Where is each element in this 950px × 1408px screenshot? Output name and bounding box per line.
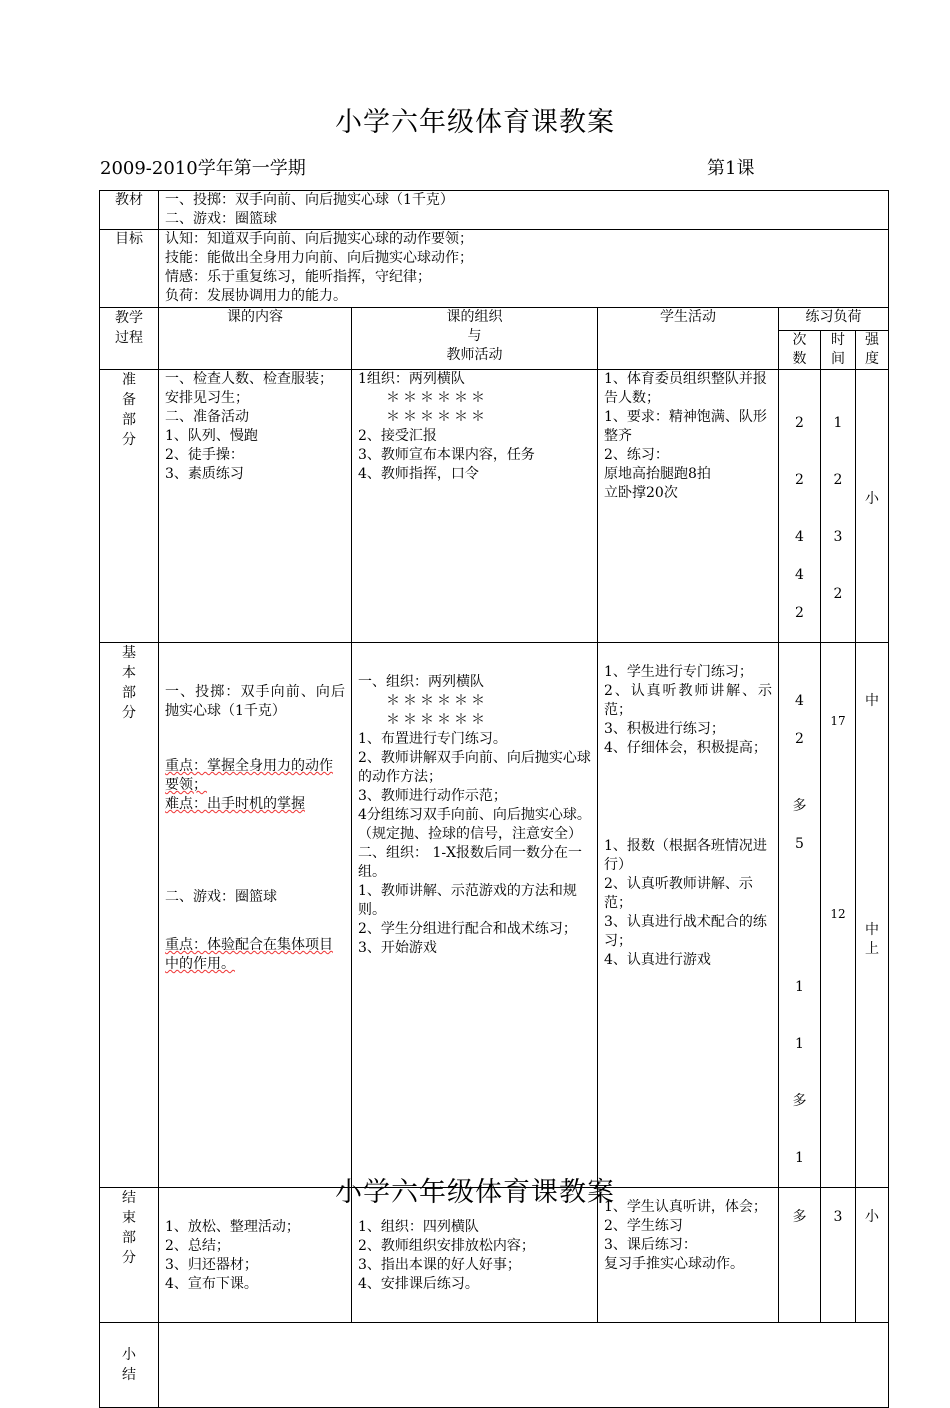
formation-stars: ＊＊＊＊＊＊ [386,693,488,709]
material-line: 二、游戏：圈篮球 [165,211,277,227]
term-label: 2009-2010学年第一学期 [100,158,306,179]
header-student: 学生活动 [598,308,779,370]
page-title: 小学六年级体育课教案 [335,107,615,138]
prep-intensity: 小 [856,370,889,643]
basic-student-game: 1、报数（根据各班情况进行） 2、认真听教师讲解、示范； 3、认真进行战术配合的练习； 4、认真进行游戏 [604,838,767,968]
lesson-plan-table [99,190,889,1408]
material-label: 教材 [100,191,159,230]
basic-intensity: 中 中上 [856,643,889,1188]
header-row [100,308,889,331]
basic-focus: 重点：掌握全身用力的动作要领； [165,758,333,793]
formation-stars: ＊＊＊＊＊＊ [386,712,488,728]
basic-org-formation: 一、组织：两列横队 [358,674,484,690]
goal-line: 情感：乐于重复练习，能听指挥，守纪律； [165,269,431,285]
basic-times: 4 2 多 5 1 1 多 1 [779,643,821,1188]
formation-stars: ＊＊＊＊＊＊ [386,409,488,425]
goal-line: 技能：能做出全身用力向前、向后抛实心球动作； [165,250,473,266]
prep-label: 准备部分 [100,370,159,643]
basic-content-game: 二、游戏：圈篮球 [165,889,277,905]
end-intensity: 小 [856,1188,889,1323]
goal-line: 负荷：发展协调用力的能力。 [165,288,347,304]
basic-focus-game: 重点：体验配合在集体项目中的作用。 [165,937,333,972]
header-process: 教学过程 [100,308,159,370]
goal-line: 认知：知道双手向前、向后抛实心球的动作要领； [165,231,473,247]
header-organization [352,308,598,370]
end-content: 1、放松、整理活动； 2、总结； 3、归还器材； 4、宣布下课。 [159,1188,352,1323]
basic-organization [352,643,598,1188]
end-label: 结束部分 [100,1188,159,1323]
summary-content [159,1323,889,1408]
goal-content [159,230,889,308]
goal-row [100,230,889,308]
basic-org-steps: 1、布置进行专门练习。 2、教师讲解双手向前、向后抛实心球的动作方法； 3、教师进行动作示范； 4分组练习双手向前、向后抛实心球。（规定抛、捡球的信号，注意安全） 二、组织： 1-X报数后同一数分在一组。 1、教师讲解、示范游戏的方法和规则。 2、学生分组进行配合和战术练习； 3、开始游戏 [358,731,591,956]
basic-content-throw: 一、投掷：双手向前、向后抛实心球（1千克） [165,684,345,719]
prep-times: 2 2 4 4 2 [779,370,821,643]
material-line: 一、投掷：双手向前、向后抛实心球（1千克） [165,192,454,208]
basic-row [100,643,889,1188]
lesson-number: 第1课 [707,158,755,179]
formation-stars: ＊＊＊＊＊＊ [386,390,488,406]
basic-content [159,643,352,1188]
header-org-line: 教师活动 [446,347,503,363]
basic-label: 基本部分 [100,643,159,1188]
header-times: 次数 [779,331,821,370]
end-times: 多 [779,1188,821,1323]
prep-content: 一、检查人数、检查服装；安排见习生； 二、准备活动 1、队列、慢跑 2、徒手操： 3、素质练习 [159,370,352,643]
prep-student: 1、体育委员组织整队并报告人数； 1、要求：精神饱满、队形整齐 2、练习： 原地高抬腿跑8拍 立卧撑20次 [598,370,779,643]
basic-student [598,643,779,1188]
material-row [100,191,889,230]
prep-org-steps: 2、接受汇报 3、教师宣布本课内容，任务 4、教师指挥，口令 [358,428,535,482]
header-load: 练习负荷 [779,308,889,331]
goal-label: 目标 [100,230,159,308]
material-content [159,191,889,230]
summary-row [100,1323,889,1408]
end-organization: 1、组织：四列横队 2、教师组织安排放松内容； 3、指出本课的好人好事； 4、安排课后练习。 [352,1188,598,1323]
basic-student-throw: 1、学生进行专门练习； 2、认真听教师讲解、示范； 3、积极进行练习； 4、仔细体会，积极提高； [604,664,772,756]
header-org-line: 课的组织 [446,309,503,325]
end-duration: 3 [821,1188,856,1323]
basic-duration: 17 12 [821,643,856,1188]
header-org-line: 与 [467,328,482,344]
prep-org-formation: 1组织：两列横队 [358,371,465,387]
end-student: 1、学生认真听讲，体会； 2、学生练习 3、课后练习： 复习手推实心球动作。 [598,1188,779,1323]
header-intensity: 强度 [856,331,889,370]
page-title-repeat: 小学六年级体育课教案 [335,1177,615,1208]
summary-label: 小结 [100,1323,159,1408]
prep-duration: 1 2 3 2 [821,370,856,643]
header-content: 课的内容 [159,308,352,370]
basic-difficulty: 难点：出手时机的掌握 [165,796,305,812]
prep-row [100,370,889,643]
header-duration: 时间 [821,331,856,370]
prep-organization [352,370,598,643]
